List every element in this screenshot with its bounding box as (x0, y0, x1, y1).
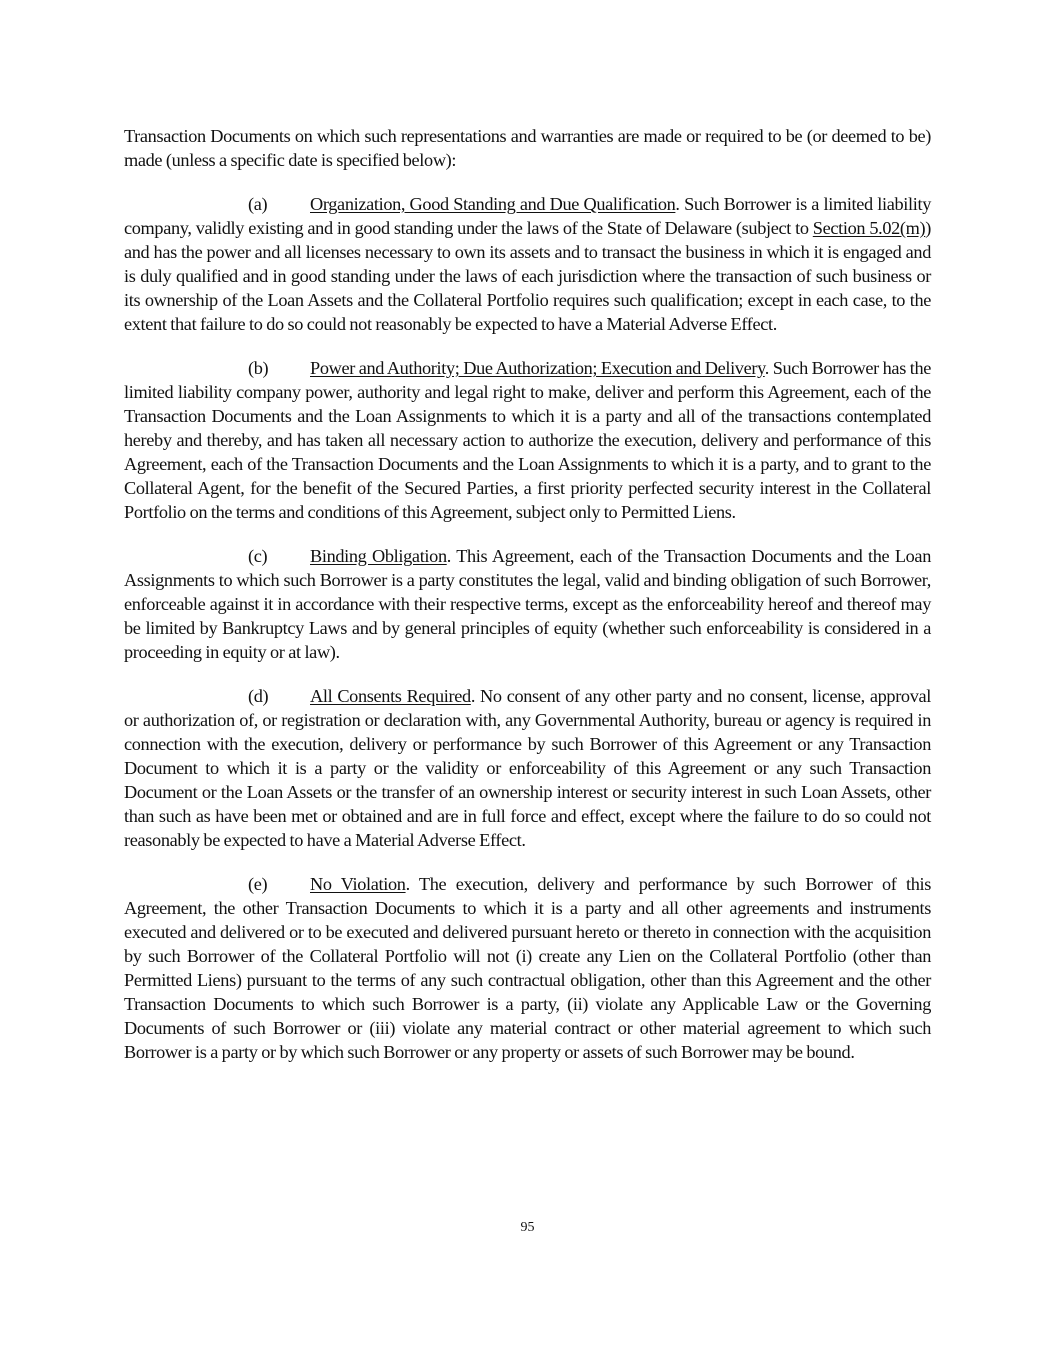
section-b-paragraph (124, 356, 931, 524)
section-d-paragraph (124, 684, 931, 852)
section-e-body: . The execution, delivery and performance by such Borrower of this Agreement, the other Transaction Documents to which it is a party and all other agreements and instruments executed and delivered or to be executed and delivered pursuant hereto or thereto in connection with the acquisition by such Borrower of the Collateral Portfolio will not (i) create any Lien on the Collateral Portfolio (other than Permitted Liens) pursuant to the terms of any such contractual obligation, other than this Agreement and the other Transaction Documents to which such Borrower is a party, (ii) violate any Applicable Law or the Governing Documents of such Borrower or (iii) violate any material contract or other material agreement to which such Borrower is a party or by which such Borrower or any property or assets of such Borrower may be bound. (124, 874, 931, 1062)
section-c-heading: Binding Obligation (310, 546, 447, 566)
section-d-body: . No consent of any other party and no consent, license, approval or authorization of, or registration or declaration with, any Governmental Authority, bureau or agency is required in connection with the execution, delivery or performance by such Borrower of this Agreement or any Transaction Document to which it is a party or the validity or enforceability of this Agreement or any such Transaction Document or the Loan Assets or the transfer of an ownership interest or security interest in such Loan Assets, other than such as have been met or obtained and are in full force and effect, except where the failure to do so could not reasonably be expected to have a Material Adverse Effect. (124, 686, 932, 850)
section-d-heading: All Consents Required (310, 686, 471, 706)
section-e-heading: No Violation (310, 874, 406, 894)
section-e-label: (e) (248, 874, 268, 894)
section-a-label: (a) (248, 194, 268, 214)
intro-text: Transaction Documents on which such representations and warranties are made or required to be (or deemed to be) made (unless a specific date is specified below): (124, 126, 931, 170)
section-c-paragraph (124, 544, 931, 664)
section-b-body: . Such Borrower has the limited liability company power, authority and legal right to make, deliver and perform this Agreement, each of the Transaction Documents and the Loan Assignments to which it is a party and all of the transactions contemplated hereby and thereby, and has taken all necessary action to authorize the execution, delivery and performance of this Agreement, each of the Transaction Documents and the Loan Assignments to which it is a party, and to grant to the Collateral Agent, for the benefit of the Secured Parties, a first priority perfected security interest in the Collateral Portfolio on the terms and conditions of this Agreement, subject only to Permitted Liens. (124, 358, 932, 522)
page-number: 95 (520, 1220, 535, 1235)
section-e-paragraph (124, 872, 931, 1064)
document-page (124, 124, 931, 1084)
section-c-label: (c) (248, 546, 268, 566)
intro-paragraph (124, 124, 931, 172)
section-b-heading: Power and Authority; Due Authorization; Execution and Delivery (310, 358, 765, 378)
section-d-label: (d) (248, 686, 269, 706)
section-b-label: (b) (248, 358, 269, 378)
section-a-body-end: ) and has the power and all licenses necessary to own its assets and to transact the business in which it is engaged and is duly qualified and in good standing under the laws of each jurisdiction where the transaction of such business or its ownership of the Loan Assets and the Collateral Portfolio requires such qualification; except in each case, to the extent that failure to do so could not reasonably be expected to have a Material Adverse Effect. (124, 218, 932, 334)
section-c-body: . This Agreement, each of the Transaction Documents and the Loan Assignments to which such Borrower is a party constitutes the legal, valid and binding obligation of such Borrower, enforceable against it in accordance with their respective terms, except as the enforceability hereof and thereof may be limited by Bankruptcy Laws and by general principles of equity (whether such enforceability is considered in a proceeding in equity or at law). (124, 546, 931, 662)
section-a-body-start: . Such Borrower is a limited liability company, validly existing and in good standing under the laws of the State of Delaware (subject to (124, 194, 931, 238)
section-reference-link: Section 5.02(m) (812, 218, 926, 238)
section-a-heading: Organization, Good Standing and Due Qualification (310, 194, 676, 214)
section-a-paragraph (124, 192, 931, 336)
